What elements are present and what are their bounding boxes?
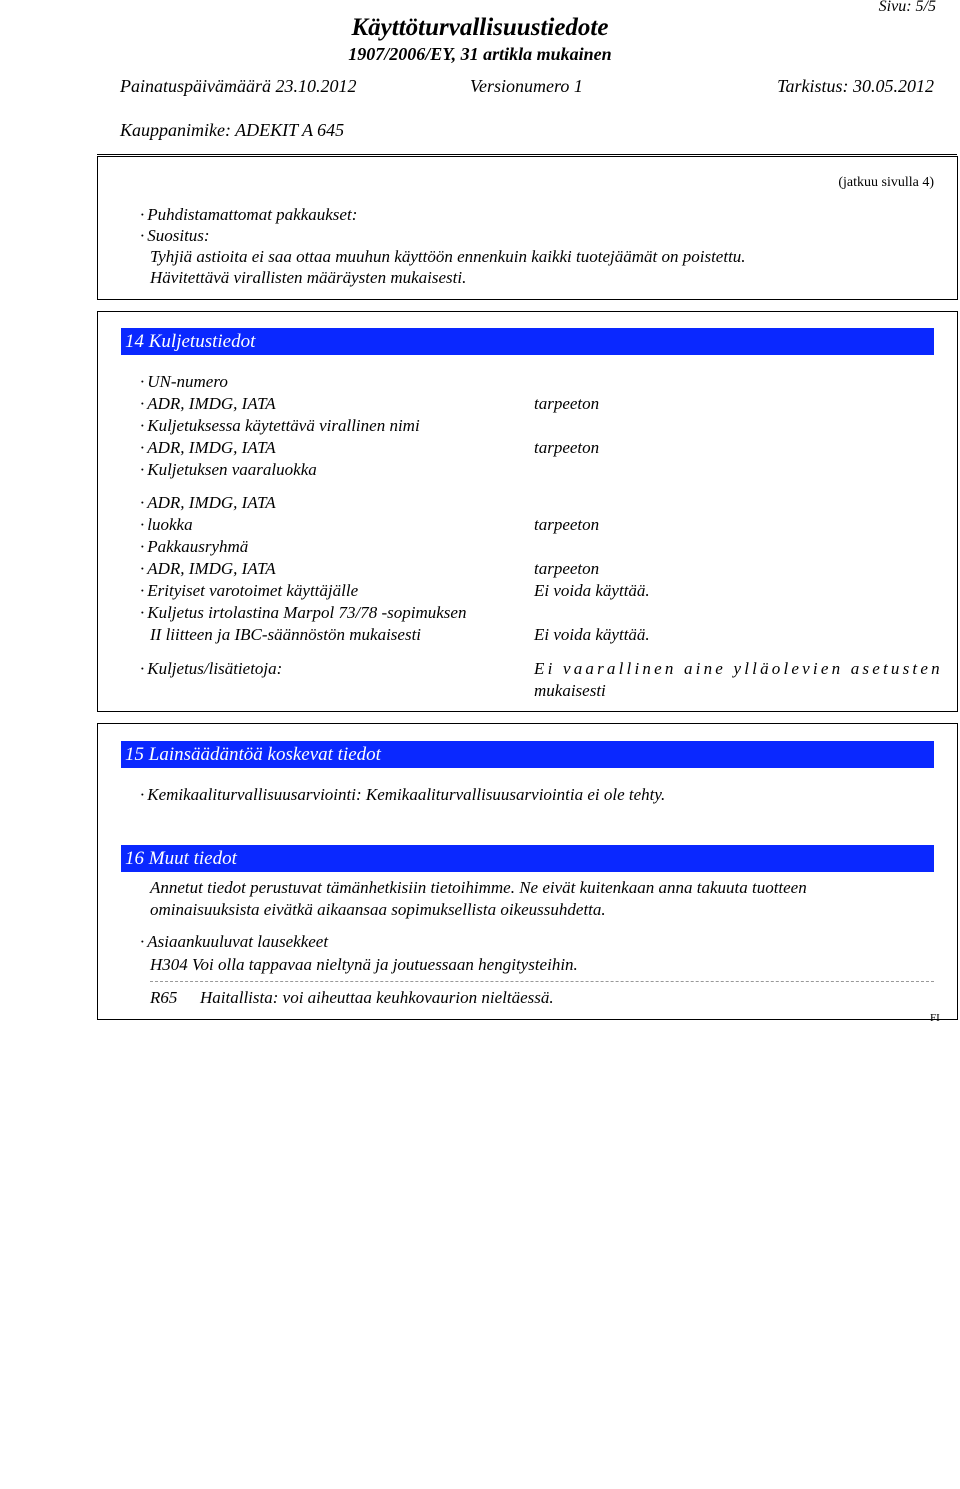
trade-name: Kauppanimike: ADEKIT A 645 [120, 120, 345, 140]
relevant-phrases-label: · Asiaankuuluvat lausekkeet [140, 932, 329, 951]
value-6: Ei voida käyttää. [534, 625, 650, 644]
uncleaned-packaging-label: · Puhdistamattomat pakkaukset: [140, 205, 358, 224]
h304-phrase: H304 Voi olla tappavaa nieltynä ja joutuessaan hengitysteihin. [150, 955, 578, 974]
section-13-text-2: Hävitettävä virallisten määräysten mukaisesti. [150, 268, 467, 287]
value-5: Ei voida käyttää. [534, 581, 650, 600]
document-subtitle: 1907/2006/EY, 31 artikla mukainen [348, 44, 612, 64]
page-number: Sivu: 5/5 [878, 0, 936, 15]
other-info-text-1: Annetut tiedot perustuvat tämänhetkisiin tietoihimme. Ne eivät kuitenkaan anna takuuta tuotteen [150, 878, 807, 897]
section-15-heading: 15 Lainsäädäntöä koskevat tiedot [121, 741, 934, 768]
value-7-line-1: Ei vaarallinen aine ylläolevien asetusten [534, 659, 943, 678]
value-7-line-2: mukaisesti [534, 681, 606, 700]
other-info-text-2: ominaisuuksista eivätkä aikaansaa sopimuksellista oikeussuhdetta. [150, 900, 606, 919]
recommendation-label: · Suositus: [140, 226, 210, 245]
document-title: Käyttöturvallisuustiedote [351, 14, 609, 41]
class-label: · luokka [140, 515, 193, 534]
r65-code: R65 [150, 988, 178, 1007]
value-1: tarpeeton [534, 394, 600, 413]
value-2: tarpeeton [534, 438, 600, 457]
shipping-name-label: · Kuljetuksessa käytettävä virallinen nimi [140, 416, 420, 435]
section-16-heading: 16 Muut tiedot [121, 845, 934, 872]
chemical-safety-row: · Kemikaaliturvallisuusarviointi: Kemikaaliturvallisuusarviointia ei ole tehty. [140, 785, 666, 804]
meta-row [120, 76, 934, 98]
packing-group-label: · Pakkausryhmä [140, 537, 249, 556]
phrase-divider [150, 981, 934, 982]
hazard-class-label: · Kuljetuksen vaaraluokka [140, 460, 317, 479]
adr-label-1: · ADR, IMDG, IATA [140, 394, 276, 413]
r65-text: Haitallista: voi aiheuttaa keuhkovaurion nieltäessä. [200, 988, 554, 1007]
bulk-transport-label-2: II liitteen ja IBC-säännöstön mukaisesti [150, 625, 422, 644]
section-13-text-1: Tyhjiä astioita ei saa ottaa muuhun käyttöön ennenkuin kaikki tuotejäämät on poistettu. [150, 247, 746, 266]
version-number: Versionumero 1 [470, 76, 583, 96]
chemical-safety-value: Kemikaaliturvallisuusarviointia ei ole tehty. [365, 785, 666, 804]
adr-label-3: · ADR, IMDG, IATA [140, 493, 276, 512]
value-4: tarpeeton [534, 559, 600, 578]
language-code: FI [930, 1012, 940, 1024]
value-3: tarpeeton [534, 515, 600, 534]
special-precautions-label: · Erityiset varotoimet käyttäjälle [140, 581, 359, 600]
chemical-safety-label: Kemikaaliturvallisuusarviointi: [147, 785, 362, 804]
continued-note: (jatkuu sivulla 4) [838, 175, 934, 190]
header-divider [97, 154, 957, 155]
un-number-label: · UN-numero [140, 372, 228, 391]
print-date: Painatuspäivämäärä 23.10.2012 [120, 76, 357, 96]
adr-label-4: · ADR, IMDG, IATA [140, 559, 276, 578]
additional-info-label: · Kuljetus/lisätietoja: [140, 659, 283, 678]
section-14-heading: 14 Kuljetustiedot [121, 328, 934, 355]
bulk-transport-label: · Kuljetus irtolastina Marpol 73/78 -sopimuksen [140, 603, 467, 622]
adr-label-2: · ADR, IMDG, IATA [140, 438, 276, 457]
revision-date: Tarkistus: 30.05.2012 [777, 76, 934, 96]
